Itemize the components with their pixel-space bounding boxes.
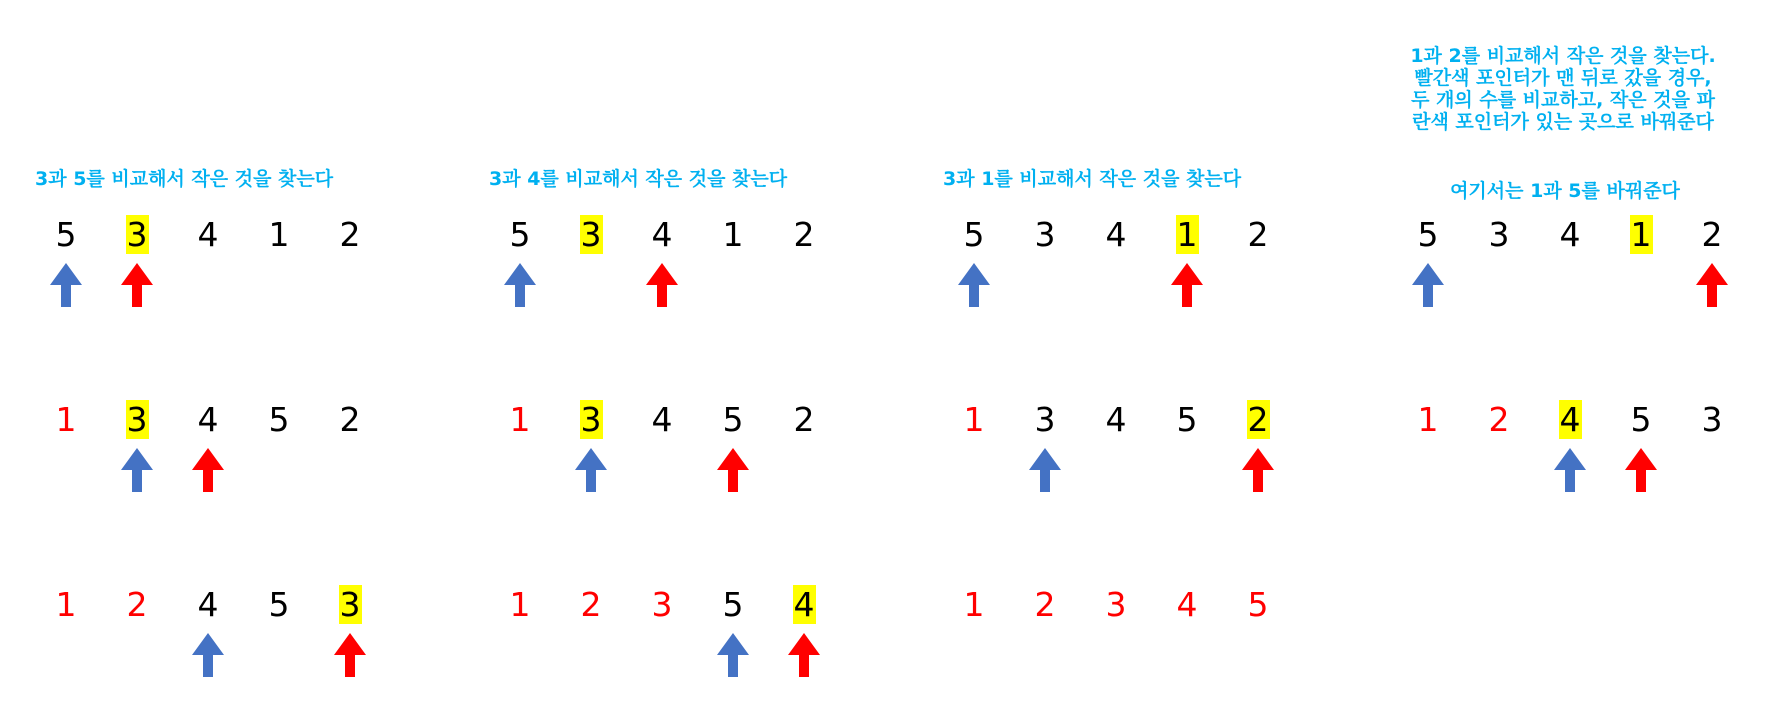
number-cell: 2 xyxy=(1701,215,1723,254)
number-cell: 4 xyxy=(197,215,219,254)
number-cell: 5 xyxy=(268,585,290,624)
number-cell: 3 xyxy=(1701,400,1723,439)
blue-pointer-arrow-icon xyxy=(1029,448,1061,492)
number-cell: 5 xyxy=(1630,400,1652,439)
number-cell: 5 xyxy=(963,215,985,254)
number-cell: 5 xyxy=(509,215,531,254)
blue-pointer-arrow-icon xyxy=(1554,448,1586,492)
number-cell: 4 xyxy=(1105,215,1127,254)
number-cell: 4 xyxy=(651,400,673,439)
caption-step-4-line-4: 란색 포인터가 있는 곳으로 바꿔준다 xyxy=(1412,111,1714,133)
caption-step-4-line-2: 빨간색 포인터가 맨 뒤로 갔을 경우, xyxy=(1414,67,1712,89)
red-pointer-arrow-icon xyxy=(717,448,749,492)
number-cell: 5 xyxy=(722,585,744,624)
number-cell: 5 xyxy=(268,400,290,439)
number-cell: 2 xyxy=(339,215,361,254)
caption-step-4-note: 여기서는 1과 5를 바꿔준다 xyxy=(1450,180,1680,202)
number-cell: 4 xyxy=(651,215,673,254)
number-cell: 5 xyxy=(1176,400,1198,439)
red-pointer-arrow-icon xyxy=(121,263,153,307)
number-cell: 4 xyxy=(1559,400,1581,439)
number-cell: 3 xyxy=(339,585,361,624)
caption-step-4-line-3: 두 개의 수를 비교하고, 작은 것을 파 xyxy=(1411,89,1715,111)
number-cell: 3 xyxy=(126,400,148,439)
red-pointer-arrow-icon xyxy=(788,633,820,677)
number-cell: 4 xyxy=(197,400,219,439)
red-pointer-arrow-icon xyxy=(192,448,224,492)
number-cell: 3 xyxy=(1105,585,1127,624)
number-cell: 2 xyxy=(1488,400,1510,439)
number-cell: 1 xyxy=(509,400,531,439)
number-cell: 3 xyxy=(651,585,673,624)
number-cell: 1 xyxy=(1630,215,1652,254)
number-cell: 2 xyxy=(1247,215,1269,254)
red-pointer-arrow-icon xyxy=(334,633,366,677)
caption-step-3: 3과 1를 비교해서 작은 것을 찾는다 xyxy=(943,168,1242,190)
blue-pointer-arrow-icon xyxy=(504,263,536,307)
number-cell: 1 xyxy=(55,585,77,624)
blue-pointer-arrow-icon xyxy=(192,633,224,677)
caption-step-4-line-1: 1과 2를 비교해서 작은 것을 찾는다. xyxy=(1410,45,1716,67)
number-cell: 2 xyxy=(1247,400,1269,439)
number-cell: 3 xyxy=(580,400,602,439)
number-cell: 3 xyxy=(1034,400,1056,439)
number-cell: 2 xyxy=(793,400,815,439)
number-cell: 1 xyxy=(963,585,985,624)
number-cell: 5 xyxy=(1417,215,1439,254)
blue-pointer-arrow-icon xyxy=(1412,263,1444,307)
number-cell: 3 xyxy=(1034,215,1056,254)
blue-pointer-arrow-icon xyxy=(717,633,749,677)
number-cell: 3 xyxy=(1488,215,1510,254)
number-cell: 2 xyxy=(339,400,361,439)
number-cell: 1 xyxy=(268,215,290,254)
caption-step-1: 3과 5를 비교해서 작은 것을 찾는다 xyxy=(35,168,334,190)
number-cell: 3 xyxy=(126,215,148,254)
number-cell: 5 xyxy=(1247,585,1269,624)
caption-step-4 xyxy=(1378,45,1748,133)
blue-pointer-arrow-icon xyxy=(575,448,607,492)
number-cell: 4 xyxy=(1559,215,1581,254)
number-cell: 1 xyxy=(963,400,985,439)
red-pointer-arrow-icon xyxy=(1625,448,1657,492)
red-pointer-arrow-icon xyxy=(1171,263,1203,307)
number-cell: 5 xyxy=(55,215,77,254)
caption-step-2: 3과 4를 비교해서 작은 것을 찾는다 xyxy=(489,168,788,190)
number-cell: 4 xyxy=(1176,585,1198,624)
number-cell: 1 xyxy=(55,400,77,439)
blue-pointer-arrow-icon xyxy=(50,263,82,307)
number-cell: 2 xyxy=(580,585,602,624)
number-cell: 1 xyxy=(509,585,531,624)
number-cell: 5 xyxy=(722,400,744,439)
number-cell: 3 xyxy=(580,215,602,254)
number-cell: 1 xyxy=(722,215,744,254)
red-pointer-arrow-icon xyxy=(646,263,678,307)
number-cell: 2 xyxy=(126,585,148,624)
red-pointer-arrow-icon xyxy=(1242,448,1274,492)
blue-pointer-arrow-icon xyxy=(958,263,990,307)
number-cell: 1 xyxy=(1176,215,1198,254)
number-cell: 4 xyxy=(1105,400,1127,439)
blue-pointer-arrow-icon xyxy=(121,448,153,492)
number-cell: 2 xyxy=(793,215,815,254)
number-cell: 1 xyxy=(1417,400,1439,439)
number-cell: 4 xyxy=(197,585,219,624)
number-cell: 2 xyxy=(1034,585,1056,624)
red-pointer-arrow-icon xyxy=(1696,263,1728,307)
number-cell: 4 xyxy=(793,585,815,624)
